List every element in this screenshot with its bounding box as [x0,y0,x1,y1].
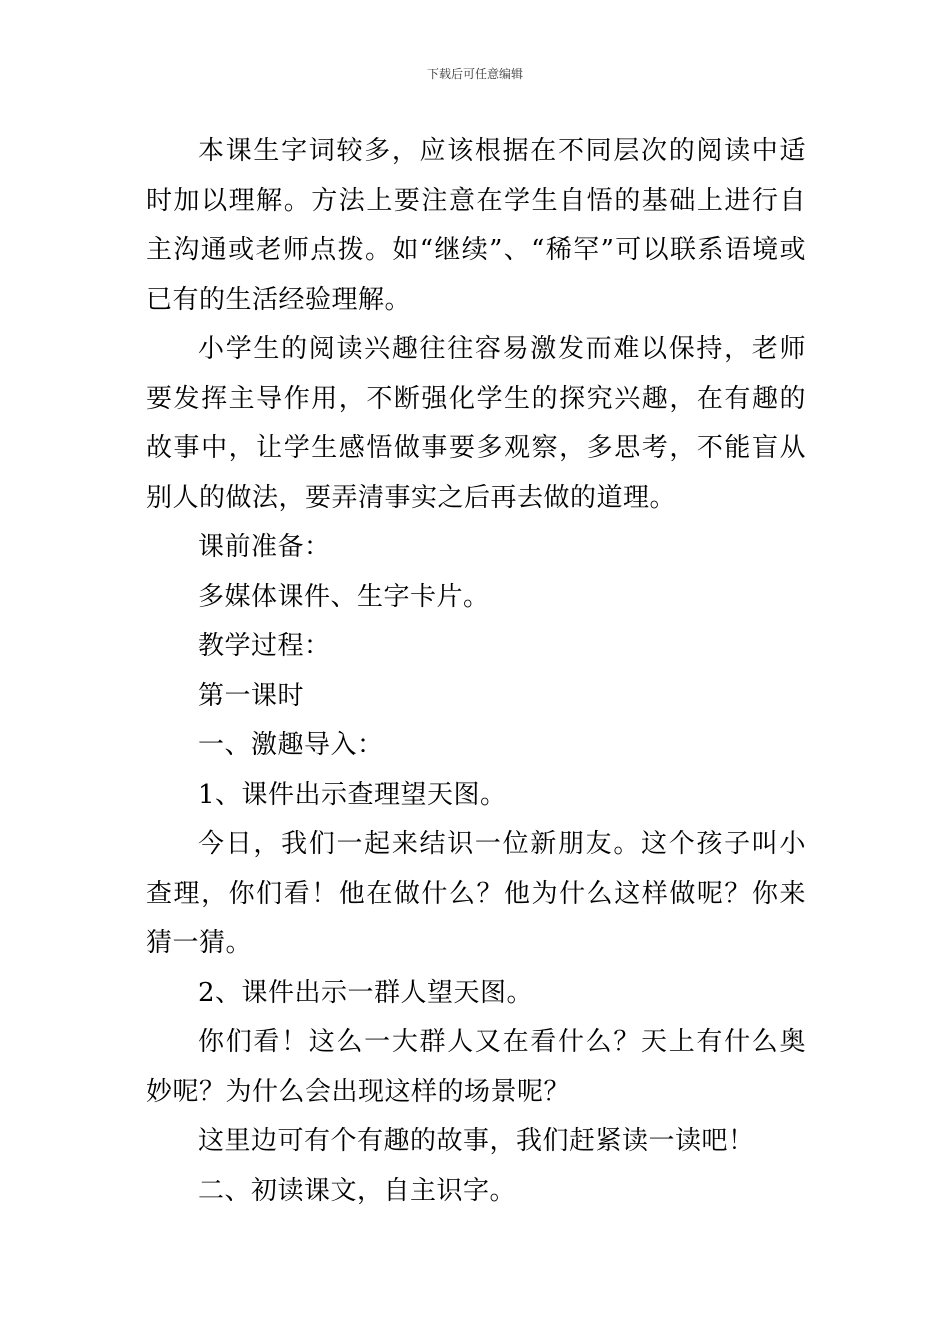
heading-section-2: 二、初读课文，自主识字。 [198,1175,517,1206]
paragraph-3: 今日，我们一起来结识一位新朋友。这个孩子叫小查理，你们看！他在做什么？他为什么这样做呢？你来猜一猜。 [146,829,806,958]
list-item-1: 1、课件出示查理望天图。 [198,779,507,810]
paragraph-5: 这里边可有个有趣的故事，我们赶紧读一读吧！ [198,1126,755,1156]
heading-preparation: 课前准备： [198,532,331,562]
heading-first-lesson: 第一课时 [198,680,305,711]
paragraph-2: 小学生的阅读兴趣往往容易激发而难以保持，老师要发挥主导作用，不断强化学生的探究兴趣，在有趣的故事中，让学生感悟做事要多观察，多思考，不能盲从别人的做法，要弄清事实之后再去做的道理。 [146,334,806,513]
paragraph-1: 本课生字词较多，应该根据在不同层次的阅读中适时加以理解。方法上要注意在学生自悟的基础上进行自主沟通或老师点拨。如“继续”、“稀罕”可以联系语境或已有的生活经验理解。 [146,136,806,315]
paragraph-materials: 多媒体课件、生字卡片。 [198,581,490,612]
document-body [146,127,806,1216]
heading-process: 教学过程： [198,631,331,661]
paragraph-4: 你们看！这么一大群人又在看什么？天上有什么奥妙呢？为什么会出现这样的场景呢？ [146,1027,806,1107]
page-header: 下载后可任意编辑 [426,67,523,81]
heading-section-1: 一、激趣导入： [198,730,384,760]
list-item-2: 2、课件出示一群人望天图。 [198,977,534,1008]
